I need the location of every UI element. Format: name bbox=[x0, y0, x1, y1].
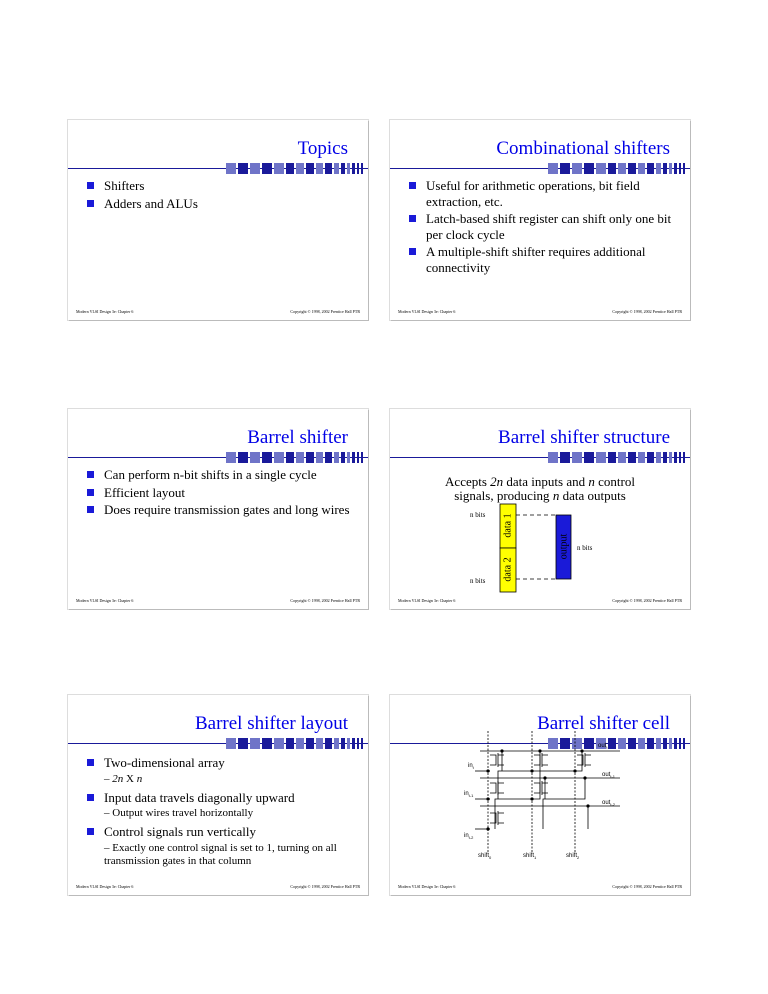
title-bar-segment bbox=[352, 163, 355, 174]
square-bullet-icon bbox=[87, 182, 94, 189]
slide-title: Barrel shifter bbox=[247, 427, 348, 448]
title-bar-decoration bbox=[68, 162, 368, 176]
title-bar-segment bbox=[325, 163, 332, 174]
title-bar-segment bbox=[274, 452, 284, 463]
title-bar-decoration bbox=[68, 451, 368, 465]
nbits-label-bottom: n bits bbox=[470, 577, 486, 585]
footer-right: Copyright © 1998, 2002 Prentice Hall PTR bbox=[612, 884, 682, 889]
footer-right: Copyright © 1998, 2002 Prentice Hall PTR bbox=[290, 309, 360, 314]
footer-left: Modern VLSI Design 3e: Chapter 6 bbox=[76, 309, 134, 314]
title-bar-segment bbox=[296, 738, 304, 749]
title-bar-segment bbox=[238, 738, 248, 749]
title-bar-segment bbox=[357, 738, 359, 749]
diag-wire-2 bbox=[498, 751, 540, 799]
footer-right: Copyright © 1998, 2002 Prentice Hall PTR bbox=[290, 884, 360, 889]
title-bar-segment bbox=[250, 452, 260, 463]
footer-left: Modern VLSI Design 3e: Chapter 6 bbox=[76, 884, 134, 889]
title-bar-segment bbox=[286, 163, 294, 174]
title-bar-segment bbox=[262, 163, 272, 174]
title-bar-segment bbox=[638, 163, 645, 174]
diag-wire-4 bbox=[543, 778, 585, 829]
square-bullet-icon bbox=[87, 759, 94, 766]
slide-content bbox=[407, 178, 672, 277]
title-bar-segment bbox=[250, 163, 260, 174]
bullet-item: Input data travels diagonally upward bbox=[85, 790, 350, 806]
title-bar-segment bbox=[238, 163, 248, 174]
sub-bullet: – Output wires travel horizontally bbox=[104, 807, 254, 819]
title-bar-segment bbox=[560, 163, 570, 174]
title-bar-segment bbox=[352, 738, 355, 749]
slide-combinational-shifters bbox=[390, 120, 690, 320]
title-bar-segment bbox=[226, 163, 236, 174]
title-bar-segment bbox=[596, 163, 606, 174]
title-bar-segment bbox=[679, 163, 681, 174]
title-bar-segment bbox=[361, 738, 363, 749]
square-bullet-icon bbox=[87, 794, 94, 801]
footer-right: Copyright © 1998, 2002 Prentice Hall PTR bbox=[290, 598, 360, 603]
title-bar-segment bbox=[341, 163, 345, 174]
title-bar-segment bbox=[262, 738, 272, 749]
title-bar-segment bbox=[334, 163, 339, 174]
square-bullet-icon bbox=[409, 215, 416, 222]
title-bar-segment bbox=[238, 452, 248, 463]
title-bar-segment bbox=[674, 163, 677, 174]
slide-barrel-shifter-structure bbox=[390, 409, 690, 609]
barrel-structure-diagram bbox=[390, 409, 690, 609]
nbits-label-right: n bits bbox=[577, 544, 593, 552]
title-bar-segment bbox=[226, 738, 236, 749]
title-bar-segment bbox=[669, 163, 672, 174]
slide-barrel-shifter-layout bbox=[68, 695, 368, 895]
title-bar-segment bbox=[341, 738, 345, 749]
title-bar-segment bbox=[347, 452, 350, 463]
title-bar-segment bbox=[306, 163, 314, 174]
slide-title: Barrel shifter structure bbox=[498, 427, 670, 448]
title-bar-segment bbox=[325, 738, 332, 749]
title-bar-segment bbox=[286, 738, 294, 749]
title-bar-segment bbox=[296, 163, 304, 174]
title-bar-segment bbox=[357, 452, 359, 463]
out-t1-label: out$_{t-1}$ bbox=[602, 772, 616, 780]
title-bar-segment bbox=[628, 163, 636, 174]
square-bullet-icon bbox=[409, 248, 416, 255]
transistor-group bbox=[490, 753, 591, 825]
title-bar-segment bbox=[352, 452, 355, 463]
footer-left: Modern VLSI Design 3e: Chapter 6 bbox=[398, 309, 456, 314]
title-bar-segment bbox=[618, 163, 626, 174]
in-t1-label: $in_{t-1}$ bbox=[464, 791, 474, 799]
title-bar-segment bbox=[306, 738, 314, 749]
data2-label: data 2 bbox=[502, 557, 514, 582]
footer-left: Modern VLSI Design 3e: Chapter 6 bbox=[398, 884, 456, 889]
slide-title: Barrel shifter cell bbox=[537, 713, 670, 734]
bullet-item: Shifters bbox=[85, 178, 350, 194]
title-bar-decoration bbox=[390, 162, 690, 176]
bullet-item: Control signals run vertically bbox=[85, 824, 350, 840]
title-bar-segment bbox=[226, 452, 236, 463]
title-bar-segment bbox=[357, 163, 359, 174]
title-bar-segment bbox=[250, 738, 260, 749]
title-bar-segment bbox=[361, 452, 363, 463]
title-bar-segment bbox=[647, 163, 654, 174]
title-bar-segment bbox=[316, 738, 323, 749]
title-bar-segment bbox=[286, 452, 294, 463]
shift0-label: shift$_0$ bbox=[478, 853, 492, 861]
bullet-item: Adders and ALUs bbox=[85, 196, 350, 212]
square-bullet-icon bbox=[87, 489, 94, 496]
title-bar-segment bbox=[325, 452, 332, 463]
bullet-item: Can perform n-bit shifts in a single cycle bbox=[85, 467, 350, 483]
out-t-label: out$_t$ bbox=[598, 743, 608, 751]
title-bar-segment bbox=[316, 452, 323, 463]
square-bullet-icon bbox=[87, 200, 94, 207]
title-bar-segment bbox=[548, 163, 558, 174]
bullet-item: Two-dimensional array bbox=[85, 755, 350, 771]
barrel-cell-schematic bbox=[390, 695, 690, 895]
title-bar-segment bbox=[296, 452, 304, 463]
title-bar-segment bbox=[274, 738, 284, 749]
title-bar-segment bbox=[334, 452, 339, 463]
title-bar-segment bbox=[341, 452, 345, 463]
slide-content bbox=[85, 755, 350, 872]
bullet-item: Useful for arithmetic operations, bit field extraction, etc. bbox=[407, 178, 672, 209]
square-bullet-icon bbox=[87, 471, 94, 478]
title-bar-segment bbox=[683, 163, 685, 174]
title-bar-segment bbox=[347, 738, 350, 749]
sub-bullet: – Exactly one control signal is set to 1, turning on all transmission gates in that column bbox=[104, 841, 337, 867]
title-bar-segment bbox=[361, 163, 363, 174]
title-bar-segment bbox=[262, 452, 272, 463]
title-bar-segment bbox=[316, 163, 323, 174]
title-bar-segment bbox=[572, 163, 582, 174]
bullet-item: Latch-based shift register can shift only one bit per clock cycle bbox=[407, 211, 672, 242]
shift1-label: shift$_1$ bbox=[523, 853, 537, 861]
title-bar-segment bbox=[306, 452, 314, 463]
output-label: output bbox=[558, 533, 570, 560]
slide-title: Barrel shifter layout bbox=[194, 713, 348, 734]
title-bar-segment bbox=[334, 738, 339, 749]
in-t-label: $in_t$ bbox=[468, 763, 474, 771]
bullet-item: A multiple-shift shifter requires additional connectivity bbox=[407, 244, 672, 275]
bullet-item: Efficient layout bbox=[85, 485, 350, 501]
square-bullet-icon bbox=[409, 182, 416, 189]
bullet-item: Does require transmission gates and long wires bbox=[85, 502, 350, 518]
square-bullet-icon bbox=[87, 828, 94, 835]
slide-title: Combinational shifters bbox=[496, 138, 670, 159]
title-bar-segment bbox=[663, 163, 667, 174]
footer-right: Copyright © 1998, 2002 Prentice Hall PTR bbox=[612, 309, 682, 314]
out-t2-label: out$_{t-2}$ bbox=[602, 800, 616, 808]
slide-content bbox=[85, 467, 350, 520]
diag-wire-1 bbox=[495, 751, 582, 829]
title-bar-segment bbox=[584, 163, 594, 174]
title-bar-segment bbox=[274, 163, 284, 174]
in-t2-label: $in_{t-2}$ bbox=[464, 833, 474, 841]
slide-content bbox=[85, 178, 350, 213]
title-bar-segment bbox=[347, 163, 350, 174]
structure-description: Accepts 2n data inputs and n control signals, producing n data outputs bbox=[445, 474, 635, 503]
sub-bullet: – 2n X n bbox=[104, 772, 143, 785]
shift2-label: shift$_2$ bbox=[566, 853, 580, 861]
slide-topics bbox=[68, 120, 368, 320]
nbits-label-top: n bits bbox=[470, 511, 486, 519]
data1-label: data 1 bbox=[502, 513, 514, 538]
slide-barrel-shifter-cell bbox=[390, 695, 690, 895]
footer-left: Modern VLSI Design 3e: Chapter 6 bbox=[76, 598, 134, 603]
title-bar-decoration bbox=[68, 737, 368, 751]
square-bullet-icon bbox=[87, 506, 94, 513]
title-bar-segment bbox=[656, 163, 661, 174]
footer-left: Modern VLSI Design 3e: Chapter 6 bbox=[398, 598, 456, 603]
title-bar-segment bbox=[608, 163, 616, 174]
footer-right: Copyright © 1998, 2002 Prentice Hall PTR bbox=[612, 598, 682, 603]
slide-barrel-shifter bbox=[68, 409, 368, 609]
slide-title: Topics bbox=[297, 138, 348, 159]
